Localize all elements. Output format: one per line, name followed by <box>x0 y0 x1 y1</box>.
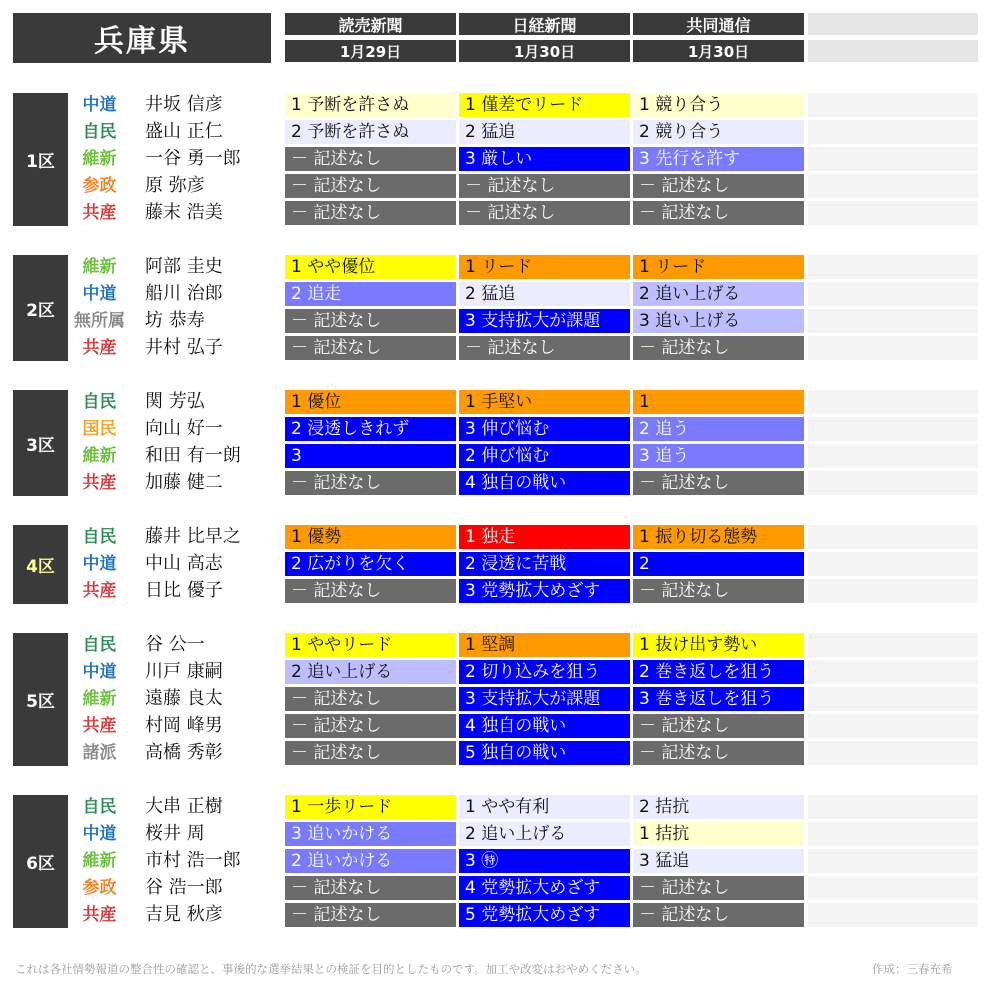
candidate-name: 井村 弘子 <box>145 337 223 358</box>
party-label: 共産 <box>82 581 117 601</box>
footer-note: これは各社情勢報道の整合性の確認と、事後的な選挙結果との検証を目的としたものです。加工や改変はおやめください。 <box>15 962 647 976</box>
forecast-cell: 1 やや優位 <box>285 255 456 279</box>
forecast-cell: 1 僅差でリード <box>459 93 630 117</box>
forecast-cell: 1 堅調 <box>459 633 630 657</box>
empty-cell <box>808 552 978 576</box>
party-label: 維新 <box>82 446 117 466</box>
header-filler <box>808 40 978 62</box>
party-label: 自民 <box>82 122 117 142</box>
forecast-cell: 2 追う <box>633 417 804 441</box>
forecast-cell: 2 伸び悩む <box>459 444 630 468</box>
candidate-name: 向山 好一 <box>145 418 223 439</box>
forecast-cell: 5 党勢拡大めざす <box>459 903 630 927</box>
party-label: 自民 <box>82 527 117 547</box>
forecast-cell: 3 支持拡大が課題 <box>459 687 630 711</box>
candidate-name: 高橋 秀彰 <box>145 742 223 763</box>
forecast-cell: － 記述なし <box>459 336 630 360</box>
party-label: 参政 <box>82 176 117 196</box>
party-label: 諸派 <box>82 743 117 763</box>
credit: 作成：三春充希 <box>872 962 953 976</box>
district-label: 4区 <box>13 525 68 604</box>
forecast-cell: 3 厳しい <box>459 147 630 171</box>
forecast-cell: 1 競り合う <box>633 93 804 117</box>
forecast-cell: 1 独走 <box>459 525 630 549</box>
empty-cell <box>808 93 978 117</box>
district-label: 3区 <box>13 390 68 496</box>
empty-cell <box>808 525 978 549</box>
forecast-cell: － 記述なし <box>633 876 804 900</box>
forecast-cell: 3 追いかける <box>285 822 456 846</box>
forecast-cell: 2 追い上げる <box>633 282 804 306</box>
forecast-cell: 2 巻き返しを狙う <box>633 660 804 684</box>
forecast-cell: 3 支持拡大が課題 <box>459 309 630 333</box>
empty-cell <box>808 471 978 495</box>
party-label: 共産 <box>82 716 117 736</box>
empty-cell <box>808 336 978 360</box>
party-label: 参政 <box>82 878 117 898</box>
forecast-cell: 3 先行を許す <box>633 147 804 171</box>
empty-cell <box>808 741 978 765</box>
empty-cell <box>808 147 978 171</box>
candidate-name: 吉見 秋彦 <box>145 904 223 925</box>
header-filler <box>808 13 978 35</box>
party-label: 共産 <box>82 203 117 223</box>
empty-cell <box>808 120 978 144</box>
forecast-cell: － 記述なし <box>285 714 456 738</box>
district-label: 6区 <box>13 795 68 928</box>
candidate-name: 遠藤 良太 <box>145 688 223 709</box>
forecast-cell: 2 猛追 <box>459 282 630 306</box>
candidate-name: 原 弥彦 <box>145 175 205 196</box>
newspaper-name: 共同通信 <box>633 13 804 35</box>
forecast-cell: 3 巻き返しを狙う <box>633 687 804 711</box>
newspaper-name: 読売新聞 <box>285 13 456 35</box>
candidate-name: 大串 正樹 <box>145 796 223 817</box>
forecast-cell: 1 優勢 <box>285 525 456 549</box>
forecast-cell: 2 猛追 <box>459 120 630 144</box>
forecast-cell: － 記述なし <box>285 147 456 171</box>
forecast-cell: 1 優位 <box>285 390 456 414</box>
forecast-cell: 1 予断を許さぬ <box>285 93 456 117</box>
forecast-cell: － 記述なし <box>633 714 804 738</box>
candidate-name: 藤末 浩美 <box>145 202 223 223</box>
forecast-cell: 5 独自の戦い <box>459 741 630 765</box>
candidate-name: 盛山 正仁 <box>145 121 223 142</box>
forecast-cell: － 記述なし <box>285 741 456 765</box>
party-label: 共産 <box>82 473 117 493</box>
party-label: 無所属 <box>74 311 125 331</box>
empty-cell <box>808 282 978 306</box>
candidate-name: 谷 浩一郎 <box>145 877 223 898</box>
forecast-cell: － 記述なし <box>285 579 456 603</box>
newspaper-name: 日経新聞 <box>459 13 630 35</box>
forecast-cell: － 記述なし <box>285 687 456 711</box>
prefecture-title: 兵庫県 <box>13 13 271 63</box>
candidate-name: 桜井 周 <box>145 823 205 844</box>
forecast-cell: 3 伸び悩む <box>459 417 630 441</box>
empty-cell <box>808 822 978 846</box>
party-label: 自民 <box>82 392 117 412</box>
party-label: 自民 <box>82 635 117 655</box>
party-label: 中道 <box>82 662 117 682</box>
candidate-name: 井坂 信彦 <box>145 94 223 115</box>
forecast-cell: － 記述なし <box>285 174 456 198</box>
forecast-cell: － 記述なし <box>285 309 456 333</box>
forecast-cell: － 記述なし <box>633 336 804 360</box>
empty-cell <box>808 579 978 603</box>
empty-cell <box>808 876 978 900</box>
party-label: 維新 <box>82 257 117 277</box>
forecast-cell: － 記述なし <box>285 903 456 927</box>
candidate-name: 坊 恭寿 <box>145 310 205 331</box>
party-label: 維新 <box>82 149 117 169</box>
forecast-cell: － 記述なし <box>633 201 804 225</box>
party-label: 中道 <box>82 824 117 844</box>
empty-cell <box>808 660 978 684</box>
district-label: 2区 <box>13 255 68 361</box>
forecast-cell: － 記述なし <box>285 201 456 225</box>
forecast-cell: 1 一歩リード <box>285 795 456 819</box>
candidate-name: 谷 公一 <box>145 634 205 655</box>
forecast-cell: 1 リード <box>459 255 630 279</box>
forecast-cell: 2 浸透に苦戦 <box>459 552 630 576</box>
forecast-cell: 4 独自の戦い <box>459 714 630 738</box>
empty-cell <box>808 444 978 468</box>
forecast-cell: － 記述なし <box>285 471 456 495</box>
candidate-name: 日比 優子 <box>145 580 223 601</box>
candidate-name: 加藤 健二 <box>145 472 223 493</box>
empty-cell <box>808 309 978 333</box>
empty-cell <box>808 849 978 873</box>
party-label: 共産 <box>82 338 117 358</box>
candidate-name: 市村 浩一郎 <box>145 850 241 871</box>
forecast-cell: 2 追い上げる <box>285 660 456 684</box>
forecast-cell: 1 リード <box>633 255 804 279</box>
empty-cell <box>808 795 978 819</box>
candidate-name: 関 芳弘 <box>145 391 205 412</box>
forecast-cell: － 記述なし <box>285 336 456 360</box>
newspaper-date: 1月30日 <box>459 40 630 62</box>
empty-cell <box>808 903 978 927</box>
empty-cell <box>808 633 978 657</box>
forecast-cell: － 記述なし <box>459 174 630 198</box>
forecast-cell: 1 <box>633 390 804 414</box>
candidate-name: 中山 高志 <box>145 553 223 574</box>
party-label: 中道 <box>82 554 117 574</box>
forecast-cell: 3 猛追 <box>633 849 804 873</box>
forecast-cell: 1 拮抗 <box>633 822 804 846</box>
forecast-cell: 2 浸透しきれず <box>285 417 456 441</box>
party-label: 維新 <box>82 689 117 709</box>
district-label: 5区 <box>13 633 68 766</box>
forecast-cell: 3 党勢拡大めざす <box>459 579 630 603</box>
forecast-cell: 2 拮抗 <box>633 795 804 819</box>
empty-cell <box>808 390 978 414</box>
party-label: 共産 <box>82 905 117 925</box>
newspaper-date: 1月30日 <box>633 40 804 62</box>
candidate-name: 一谷 勇一郎 <box>145 148 241 169</box>
empty-cell <box>808 201 978 225</box>
empty-cell <box>808 174 978 198</box>
forecast-cell: 1 やや有利 <box>459 795 630 819</box>
candidate-name: 阿部 圭史 <box>145 256 223 277</box>
forecast-cell: 2 追い上げる <box>459 822 630 846</box>
forecast-cell: 1 振り切る態勢 <box>633 525 804 549</box>
forecast-cell: 4 党勢拡大めざす <box>459 876 630 900</box>
candidate-name: 藤井 比早之 <box>145 526 241 547</box>
candidate-name: 川戸 康嗣 <box>145 661 223 682</box>
party-label: 中道 <box>82 284 117 304</box>
party-label: 国民 <box>82 419 117 439</box>
forecast-cell: － 記述なし <box>633 471 804 495</box>
forecast-cell: 2 競り合う <box>633 120 804 144</box>
forecast-cell: 2 切り込みを狙う <box>459 660 630 684</box>
forecast-cell: 1 手堅い <box>459 390 630 414</box>
party-label: 維新 <box>82 851 117 871</box>
forecast-cell: 1 抜け出す勢い <box>633 633 804 657</box>
forecast-cell: 3 ㊕ <box>459 849 630 873</box>
forecast-cell: 2 予断を許さぬ <box>285 120 456 144</box>
forecast-cell: 2 追いかける <box>285 849 456 873</box>
forecast-cell: 2 <box>633 552 804 576</box>
forecast-cell: － 記述なし <box>285 876 456 900</box>
forecast-cell: 2 広がりを欠く <box>285 552 456 576</box>
forecast-cell: 1 ややリード <box>285 633 456 657</box>
party-label: 自民 <box>82 797 117 817</box>
forecast-cell: 4 独自の戦い <box>459 471 630 495</box>
candidate-name: 船川 治郎 <box>145 283 223 304</box>
district-label: 1区 <box>13 93 68 226</box>
forecast-cell: 3 追う <box>633 444 804 468</box>
empty-cell <box>808 687 978 711</box>
newspaper-date: 1月29日 <box>285 40 456 62</box>
candidate-name: 和田 有一朗 <box>145 445 241 466</box>
forecast-cell: 2 追走 <box>285 282 456 306</box>
forecast-cell: － 記述なし <box>459 201 630 225</box>
forecast-cell: － 記述なし <box>633 174 804 198</box>
forecast-cell: － 記述なし <box>633 741 804 765</box>
party-label: 中道 <box>82 95 117 115</box>
empty-cell <box>808 714 978 738</box>
forecast-cell: 3 追い上げる <box>633 309 804 333</box>
forecast-cell: － 記述なし <box>633 903 804 927</box>
forecast-cell: 3 <box>285 444 456 468</box>
empty-cell <box>808 255 978 279</box>
candidate-name: 村岡 峰男 <box>145 715 223 736</box>
forecast-cell: － 記述なし <box>633 579 804 603</box>
empty-cell <box>808 417 978 441</box>
